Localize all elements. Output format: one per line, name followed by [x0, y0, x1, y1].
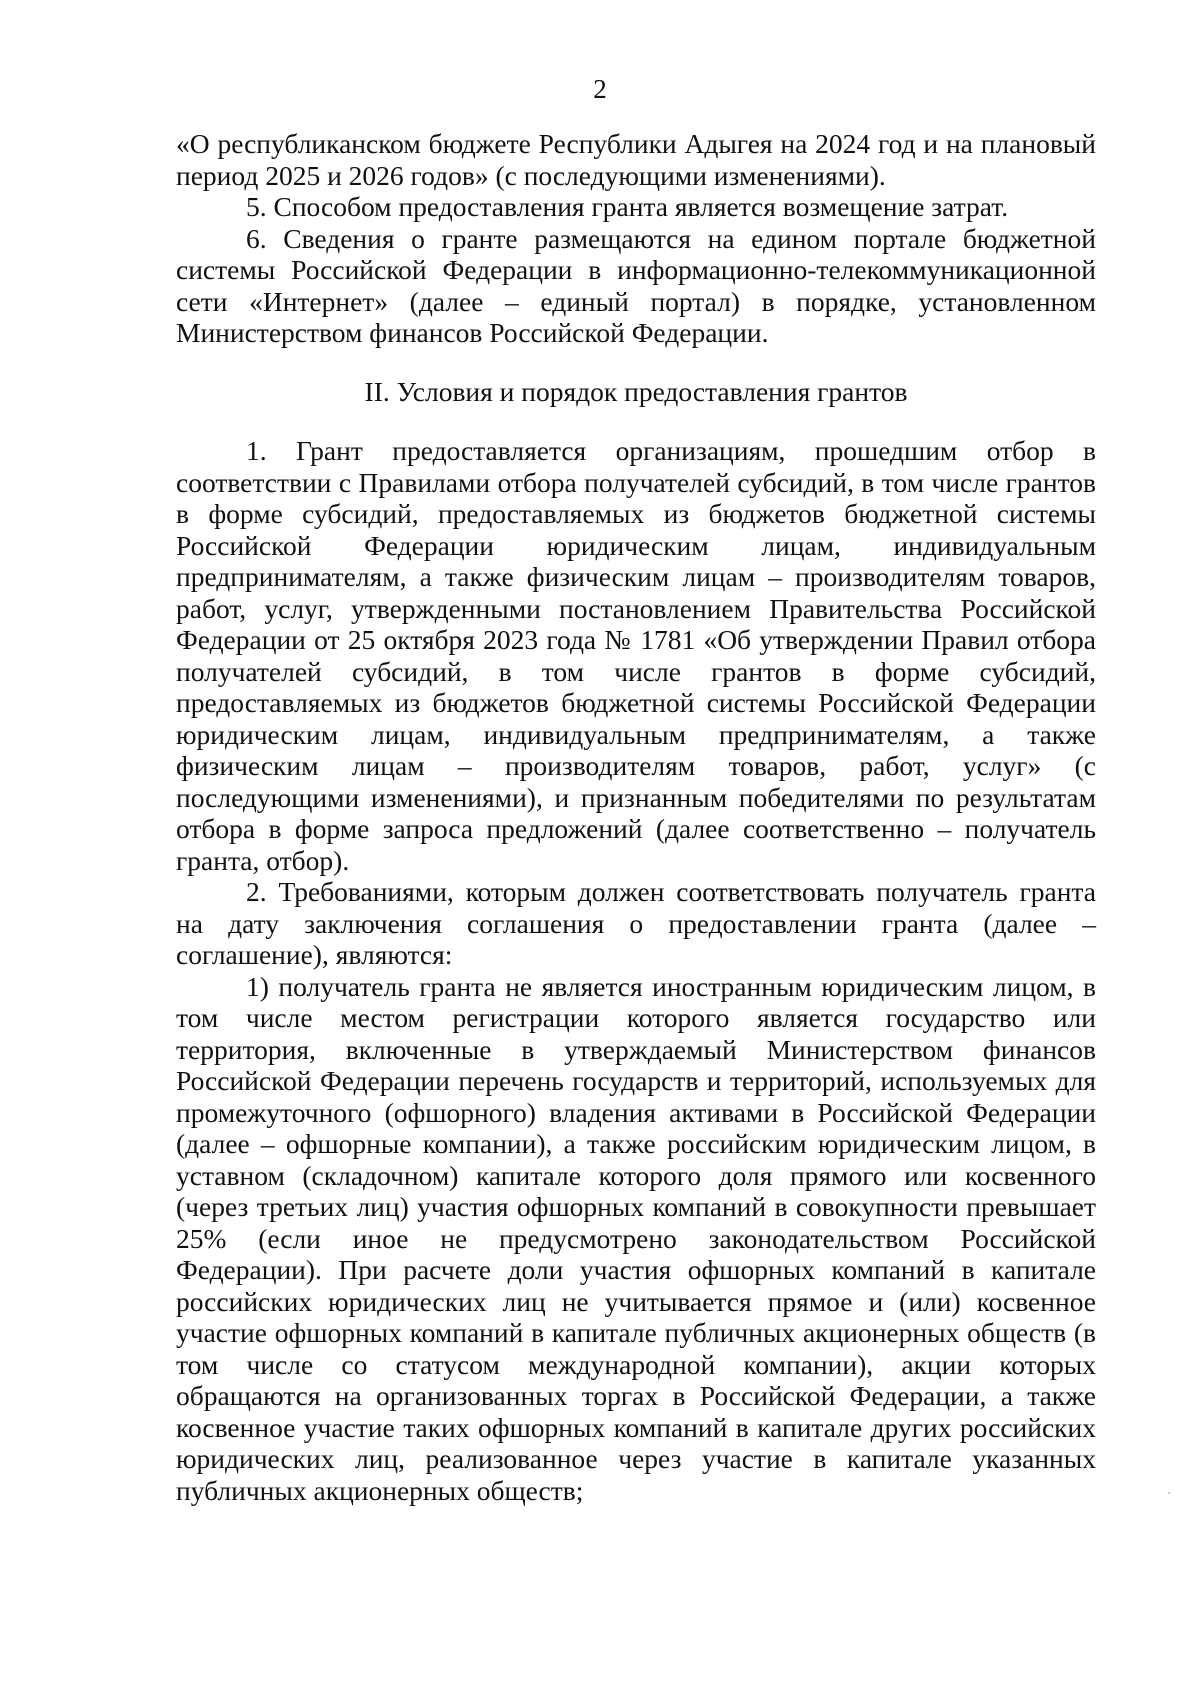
paragraph-6: 6. Сведения о гранте размещаются на едином портале бюджетной системы Российской Федерации в информационно-телекоммуникационной сети «Интернет» (далее – единый портал) в порядке, установленном Министерством финансов Российской Федерации.	[176, 222, 1096, 348]
section-paragraph-2: 2. Требованиями, которым должен соответствовать получатель гранта на дату заключения соглашения о предоставлении гранта (далее – соглашение), являются:	[176, 876, 1096, 970]
paragraph-budget-law: «О республиканском бюджете Республики Адыгея на 2024 год и на плановый период 2025 и 2026 годов» (с последующими изменениями).	[176, 128, 1096, 191]
document-body	[176, 128, 1096, 1506]
section-paragraph-1: 1. Грант предоставляется организациям, прошедшим отбор в соответствии с Правилами отбора получателей субсидий, в том числе грантов в форме субсидий, предоставляемых из бюджетов бюджетной системы Российской Федерации юридическим лицам, индивидуальным предпринимателям, а также физическим лицам – производителям товаров, работ, услуг, утвержденными постановлением Правительства Российской Федерации от 25 октября 2023 года № 1781 «Об утверждении Правил отбора получателей субсидий, в том числе грантов в форме субсидий, предоставляемых из бюджетов бюджетной системы Российской Федерации юридическим лицам, индивидуальным предпринимателям, а также физическим лицам – производителям товаров, работ, услуг» (с последующими изменениями), и признанным победителями по результатам отбора в форме запроса предложений (далее соответственно – получатель гранта, отбор).	[176, 435, 1096, 876]
page-number: 2	[593, 74, 607, 104]
scan-speck	[1168, 1492, 1170, 1494]
paragraph-5: 5. Способом предоставления гранта является возмещение затрат.	[246, 191, 1009, 222]
section-heading: II. Условия и порядок предоставления грантов	[364, 375, 908, 407]
section-subparagraph-1: 1) получатель гранта не является иностранным юридическим лицом, в том числе местом регистрации которого является государство или территория, включенные в утверждаемый Министерством финансов Российской Федерации перечень государств и территорий, используемых для промежуточного (офшорного) владения активами в Российской Федерации (далее – офшорные компании), а также российским юридическим лицом, в уставном (складочном) капитале которого доля прямого или косвенного (через третьих лиц) участия офшорных компаний в совокупности превышает 25% (если иное не предусмотрено законодательством Российской Федерации). При расчете доли участия офшорных компаний в капитале российских юридических лиц не учитывается прямое и (или) косвенное участие офшорных компаний в капитале публичных акционерных обществ (в том числе со статусом международной компании), акции которых обращаются на организованных торгах в Российской Федерации, а также косвенное участие таких офшорных компаний в капитале других российских юридических лиц, реализованное через участие в капитале указанных публичных акционерных обществ;	[176, 970, 1096, 1506]
